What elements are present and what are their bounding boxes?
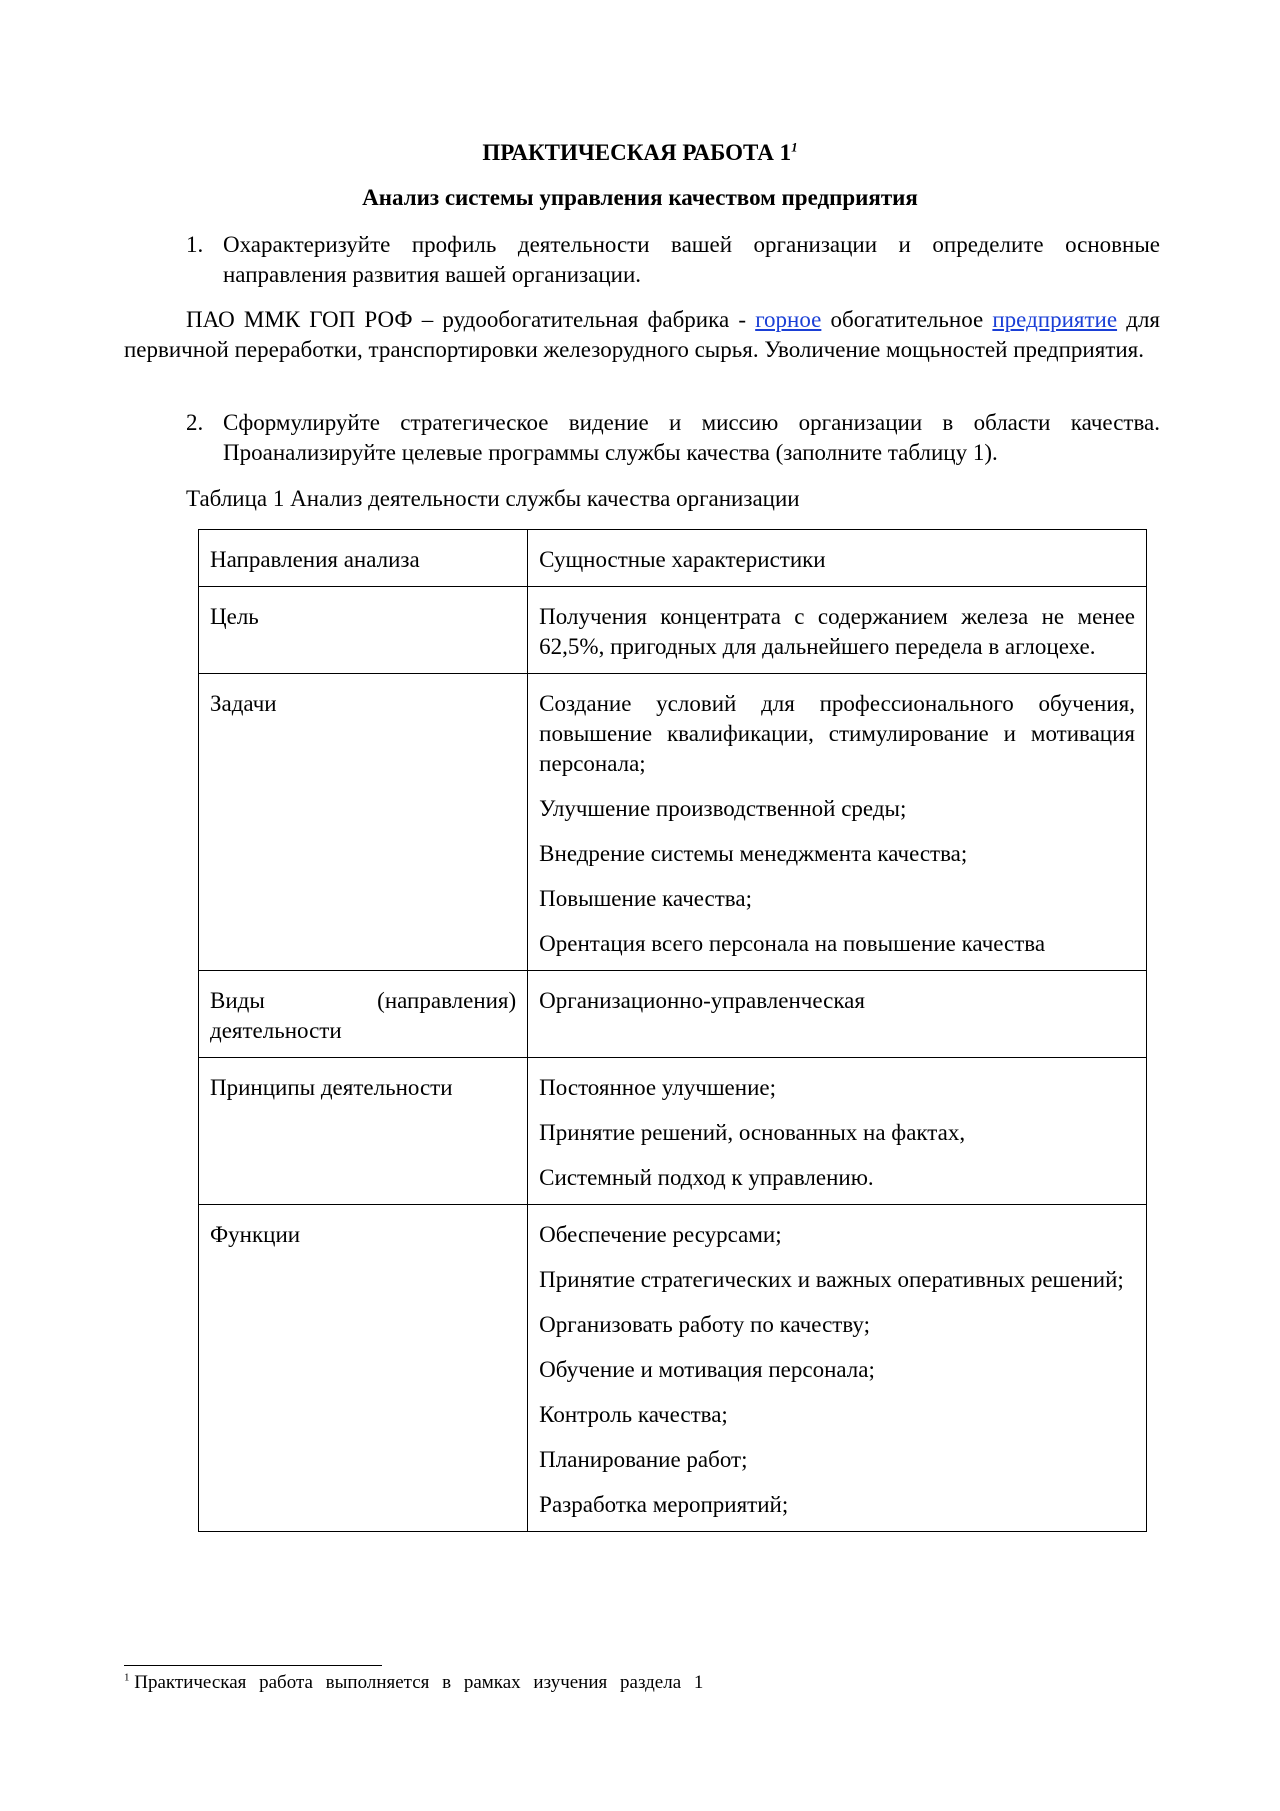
cell-paragraph: Получения концентрата с содержанием железа не менее 62,5%, пригодных для дальнейшего передела в аглоцехе. — [539, 604, 1135, 659]
row-label: Функции — [199, 1205, 528, 1532]
row-label: Виды (направления) деятельности — [199, 971, 528, 1058]
cell-paragraph: Орентация всего персонала на повышение качества — [539, 931, 1046, 956]
cell-paragraph: Контроль качества; — [539, 1402, 728, 1427]
row-label: Принципы деятельности — [199, 1058, 528, 1205]
table-row — [199, 674, 1147, 971]
body-paragraph: ПАО ММК ГОП РОФ – рудообогатительная фабрика - горное обогатительное предприятие для первичной переработки, транспортировки железорудного сырья. Уволичение мощьностей предприятия. — [124, 307, 1161, 362]
footnote-mark: 1 — [124, 1671, 130, 1684]
list-item — [186, 230, 1160, 290]
row-values — [528, 971, 1147, 1058]
row-values — [528, 1205, 1147, 1532]
cell-paragraph: Системный подход к управлению. — [539, 1165, 874, 1190]
table-row — [199, 587, 1147, 674]
page-subtitle: Анализ системы управления качеством предприятия — [362, 185, 918, 210]
list-item — [186, 408, 1160, 468]
cell-paragraph: Улучшение производственной среды; — [539, 796, 907, 821]
table-header-row — [199, 530, 1147, 587]
table-header-cell: Сущностные характеристики — [528, 530, 1147, 587]
cell-paragraph: Организационно-управленческая — [539, 988, 865, 1013]
cell-paragraph: Обеспечение ресурсами; — [539, 1222, 782, 1247]
table-row — [199, 1058, 1147, 1205]
cell-paragraph: Принятие решений, основанных на фактах, — [539, 1120, 966, 1145]
footnote-separator — [124, 1665, 382, 1666]
row-label: Цель — [199, 587, 528, 674]
cell-paragraph: Обучение и мотивация персонала; — [539, 1357, 875, 1382]
list-item-number: 1. — [186, 232, 204, 257]
cell-paragraph: Принятие стратегических и важных оперативных решений; — [539, 1267, 1124, 1292]
cell-paragraph: Разработка мероприятий; — [539, 1492, 789, 1517]
page-title: ПРАКТИЧЕСКАЯ РАБОТА $1^1$ — [482, 139, 798, 165]
list-item-text: Сформулируйте стратегическое видение и миссию организации в области качества. Проанализируйте целевые программы службы качества (заполните таблицу 1). — [223, 410, 1160, 465]
table-header-cell: Направления анализа — [199, 530, 528, 587]
cell-paragraph: Постоянное улучшение; — [539, 1075, 776, 1100]
cell-paragraph: Планирование работ; — [539, 1447, 748, 1472]
cell-paragraph: Организовать работу по качеству; — [539, 1312, 870, 1337]
row-values — [528, 587, 1147, 674]
cell-paragraph: Повышение качества; — [539, 886, 752, 911]
quality-analysis-table — [198, 529, 1147, 1532]
title-footnote-mark[interactable]: 1 — [791, 139, 798, 155]
footnote — [124, 1672, 703, 1694]
table-row — [199, 971, 1147, 1058]
table-caption: Таблица 1 Анализ деятельности службы качества организации — [186, 486, 800, 511]
link-gornoe[interactable]: горное — [755, 307, 822, 332]
link-predpriyatie[interactable]: предприятие — [992, 307, 1118, 332]
list-item-text: Охарактеризуйте профиль деятельности вашей организации и определите основные направления развития вашей организации. — [223, 232, 1160, 287]
table-row — [199, 1205, 1147, 1532]
cell-paragraph: Внедрение системы менеджмента качества; — [539, 841, 968, 866]
cell-paragraph: Создание условий для профессионального обучения, повышение квалификации, стимулирование и мотивация персонала; — [539, 691, 1135, 776]
list-item-number: 2. — [186, 410, 204, 435]
row-values — [528, 1058, 1147, 1205]
footnote-text: Практическая работа выполняется в рамках изучения раздела 1 — [134, 1672, 704, 1693]
row-label: Задачи — [199, 674, 528, 971]
row-values — [528, 674, 1147, 971]
